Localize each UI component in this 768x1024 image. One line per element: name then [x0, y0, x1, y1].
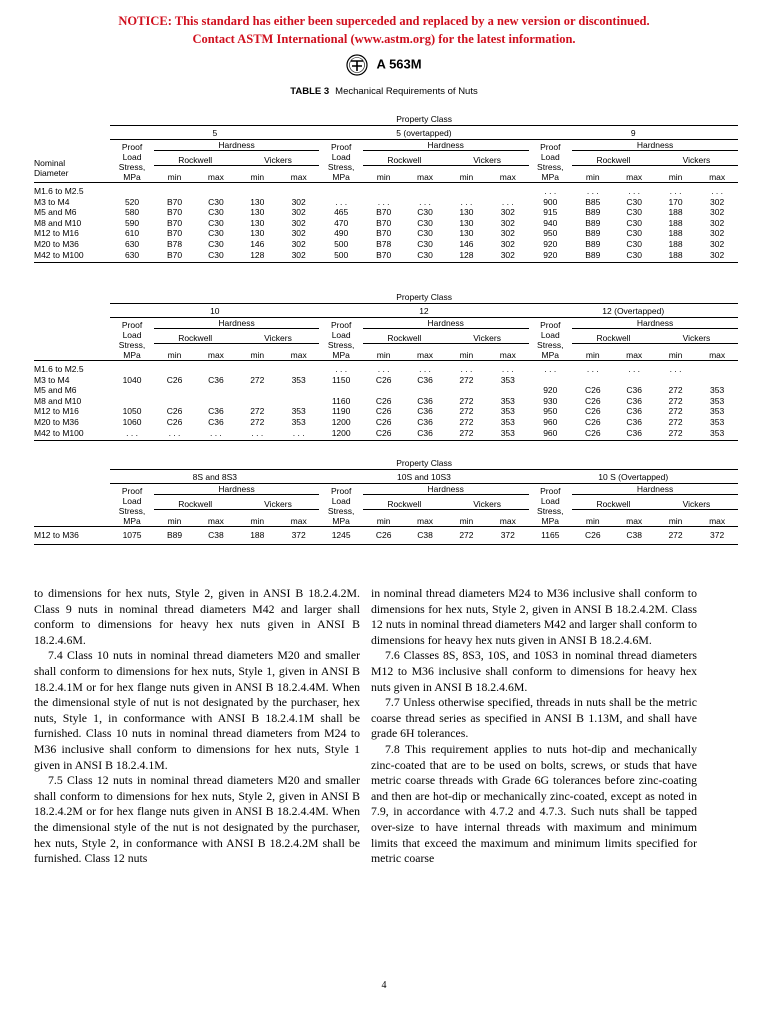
- max-heading: max: [278, 166, 319, 183]
- body-column-right: [371, 586, 697, 867]
- paragraph: to dimensions for hex nuts, Style 2, given in ANSI B 18.2.4.2M. Class 9 nuts in nominal thread diameters M42 and larger shall conform to dimensions for heavy hex nuts given in ANSI B 18.2.4.6M.: [34, 586, 360, 647]
- min-heading: min: [363, 510, 404, 527]
- value-cell: 272: [446, 530, 487, 544]
- body-column-left: [34, 586, 360, 867]
- diameter-cell: M12 to M36: [34, 530, 110, 544]
- paragraph: 7.6 Classes 8S, 8S3, 10S, and 10S3 in nominal thread diameters M12 to M36 inclusive shall conform to dimensions for heavy hex nuts given in ANSI B 18.2.4.6M.: [371, 648, 697, 694]
- max-heading: max: [278, 510, 319, 527]
- hardness-heading: Hardness: [154, 140, 320, 151]
- rockwell-heading: Rockwell: [154, 151, 237, 166]
- min-heading: min: [237, 344, 278, 361]
- min-heading: min: [572, 510, 613, 527]
- vickers-heading: Vickers: [655, 329, 738, 344]
- min-heading: min: [363, 344, 404, 361]
- table-number: TABLE 3: [290, 86, 330, 97]
- proof-load-heading: Proof Load Stress, MPa: [529, 484, 573, 527]
- value-column: C26 C26 C26 . . .: [154, 364, 195, 441]
- min-heading: min: [154, 166, 195, 183]
- proof-load-heading: Proof Load Stress, MPa: [529, 140, 573, 183]
- property-class-heading: Property Class: [110, 290, 738, 304]
- paragraph: 7.5 Class 12 nuts in nominal thread diameters M20 and smaller shall conform to dimensions for hex nuts, Style 2, given in ANSI B 18.2.4.2M or for hex flange nuts given in ANSI B 18.2.4.4M. When the dimensional style of the nut is not designated by the purchaser, hex nuts, Style 2, in conformance with ANSI B 18.2.4.2M shall be furnished. Class 12 nuts: [34, 773, 360, 866]
- table-data-row: [34, 186, 738, 263]
- min-heading: min: [572, 166, 613, 183]
- proof-load-heading: Proof Load Stress, MPa: [110, 484, 154, 527]
- property-class-heading: Property Class: [110, 112, 738, 126]
- table-block-2: [34, 290, 738, 441]
- value-cell: 1245: [319, 530, 363, 544]
- max-heading: max: [195, 344, 236, 361]
- min-heading: min: [237, 166, 278, 183]
- max-heading: max: [696, 344, 738, 361]
- page-number: 4: [381, 980, 387, 991]
- paragraph: 7.4 Class 10 nuts in nominal thread diameters M20 and smaller shall conform to dimensions for hex nuts, Style 1, given in ANSI B 18.2.4.1M or for hex flange nuts given in ANSI B 18.2.4.4M. When the dimensional style of nut is not designated by the purchaser, hex nuts, Style 1, in conformance with ANSI B 18.2.4.1M shall be furnished. Class 10 nuts in nominal thread diameters from M24 to M36 inclusive shall conform to dimensions for hex nuts, Style 1 given in ANSI B 18.2.4.1M.: [34, 648, 360, 772]
- notice-line-1: NOTICE: This standard has either been superceded and replaced by a new version or discontinued.: [118, 14, 650, 28]
- hardness-heading: Hardness: [363, 318, 529, 329]
- max-heading: max: [613, 344, 654, 361]
- min-heading: min: [363, 166, 404, 183]
- value-column: 1040 1050 1060 . . .: [110, 364, 154, 441]
- value-column: 302 302 302 302 302 302: [278, 186, 319, 263]
- diameter-list: M1.6 to M2.5 M3 to M4 M5 and M6 M8 and M10 M12 to M16 M20 to M36 M42 to M100: [34, 364, 110, 441]
- hardness-heading: Hardness: [572, 140, 738, 151]
- class-heading: 10S and 10S3: [319, 470, 528, 484]
- proof-load-heading: Proof Load Stress, MPa: [110, 318, 154, 361]
- hardness-heading: Hardness: [363, 140, 529, 151]
- value-column: . . . 353 353 353 353 353: [487, 364, 528, 441]
- max-heading: max: [278, 344, 319, 361]
- notice-banner: [0, 12, 768, 48]
- proof-load-heading: Proof Load Stress, MPa: [319, 318, 363, 361]
- astm-logo-icon: [346, 54, 368, 76]
- min-heading: min: [572, 344, 613, 361]
- value-column: . . . 900 915 940 950 920 920: [529, 186, 573, 263]
- value-column: . . . C36 C36 C36 C36 C36: [404, 364, 445, 441]
- proof-load-heading: Proof Load Stress, MPa: [319, 140, 363, 183]
- max-heading: max: [696, 166, 738, 183]
- class-heading: 5: [110, 126, 319, 140]
- vickers-heading: Vickers: [446, 495, 529, 510]
- hardness-heading: Hardness: [363, 484, 529, 495]
- vickers-heading: Vickers: [446, 151, 529, 166]
- value-cell: C38: [404, 530, 445, 544]
- value-cell: 188: [237, 530, 278, 544]
- max-heading: max: [404, 166, 445, 183]
- min-heading: min: [154, 510, 195, 527]
- value-column: . . . 465 470 490 500 500: [319, 186, 363, 263]
- hardness-heading: Hardness: [572, 318, 738, 329]
- class-heading: 12 (Overtapped): [529, 304, 739, 318]
- standard-designation: A 563M: [376, 56, 422, 72]
- value-cell: 372: [278, 530, 319, 544]
- value-column: C30 C30 C30 C30 C30 C30: [195, 186, 236, 263]
- value-column: . . . 920 930 950 960 960: [529, 364, 573, 441]
- rockwell-heading: Rockwell: [154, 495, 237, 510]
- rockwell-heading: Rockwell: [572, 329, 655, 344]
- max-heading: max: [487, 510, 528, 527]
- value-cell: 1075: [110, 530, 154, 544]
- value-column: C36 C36 C36 . . .: [195, 364, 236, 441]
- table-block-3: [34, 456, 738, 545]
- value-column: . . . B85 B89 B89 B89 B89 B89: [572, 186, 613, 263]
- value-cell: B89: [154, 530, 195, 544]
- vickers-heading: Vickers: [237, 495, 320, 510]
- class-heading: 10: [110, 304, 319, 318]
- max-heading: max: [195, 166, 236, 183]
- value-column: 353 353 353 . . .: [278, 364, 319, 441]
- value-column: 272 272 272 . . .: [237, 364, 278, 441]
- value-column: . . . C30 C30 C30 C30 C30 C30: [613, 186, 654, 263]
- hardness-heading: Hardness: [154, 318, 320, 329]
- value-column: . . . 272 272 272 272 272: [446, 364, 487, 441]
- rockwell-heading: Rockwell: [363, 495, 446, 510]
- value-column: . . . B70 B70 B70 B78 B70: [363, 186, 404, 263]
- min-heading: min: [154, 344, 195, 361]
- max-heading: max: [195, 510, 236, 527]
- hardness-heading: Hardness: [154, 484, 320, 495]
- table-title: [0, 86, 768, 97]
- paragraph: 7.8 This requirement applies to nuts hot-dip and mechanically zinc-coated that are to be used on bolts, screws, or studs that have metric coarse threads with Grade 6G tolerances before zinc-coating and then are hot-dip or mechanically zinc-coated, except as noted in 7.9, in accordance with 4.7.2 and 4.7.3. Such nuts shall be tapped over-size to have internal threads with maximum and minimum limits that exceed the maximum and minimum limits specified for metric coarse: [371, 741, 697, 866]
- value-column: . . . C36 C36 C36 C36 C36: [613, 364, 654, 441]
- rockwell-heading: Rockwell: [363, 151, 446, 166]
- value-cell: 372: [487, 530, 528, 544]
- max-heading: max: [404, 510, 445, 527]
- value-column: 130 130 130 130 146 128: [237, 186, 278, 263]
- value-column: . . . 302 302 302 302 302 302: [696, 186, 738, 263]
- value-column: . . . C30 C30 C30 C30 C30: [404, 186, 445, 263]
- value-column: . . . 1150 1160 1190 1200 1200: [319, 364, 363, 441]
- value-cell: C38: [613, 530, 654, 544]
- value-cell: 1165: [529, 530, 573, 544]
- vickers-heading: Vickers: [237, 151, 320, 166]
- diameter-list: M1.6 to M2.5 M3 to M4 M5 and M6 M8 and M10 M12 to M16 M20 to M36 M42 to M100: [34, 186, 110, 263]
- value-column: . . . 130 130 130 146 128: [446, 186, 487, 263]
- min-heading: min: [655, 166, 696, 183]
- class-heading: 12: [319, 304, 528, 318]
- value-column: . . . 272 272 272 272 272: [655, 364, 696, 441]
- value-column: . . . 170 188 188 188 188 188: [655, 186, 696, 263]
- vickers-heading: Vickers: [655, 151, 738, 166]
- proof-load-heading: Proof Load Stress, MPa: [110, 140, 154, 183]
- value-cell: 272: [655, 530, 696, 544]
- rockwell-heading: Rockwell: [572, 151, 655, 166]
- table-data-row: [34, 530, 738, 544]
- rockwell-heading: Rockwell: [154, 329, 237, 344]
- standard-header: [0, 54, 768, 76]
- proof-load-heading: Proof Load Stress, MPa: [529, 318, 573, 361]
- min-heading: min: [446, 510, 487, 527]
- min-heading: min: [237, 510, 278, 527]
- max-heading: max: [696, 510, 738, 527]
- min-heading: min: [446, 344, 487, 361]
- class-heading: 9: [529, 126, 739, 140]
- value-column: B70 B70 B70 B70 B78 B70: [154, 186, 195, 263]
- value-column: . . . C26 C26 C26 C26 C26: [572, 364, 613, 441]
- max-heading: max: [613, 166, 654, 183]
- max-heading: max: [613, 510, 654, 527]
- paragraph: 7.7 Unless otherwise specified, threads in nuts shall be the metric coarse thread series as specified in ANSI B 1.13M, and shall have grade 6H tolerances.: [371, 695, 697, 741]
- paragraph: in nominal thread diameters M24 to M36 inclusive shall conform to dimensions for hex nuts, Style 2, given in ANSI B 18.2.4.2M. Class 12 nuts in nominal thread diameters M42 and larger shall conform to dimensions for heavy hex nuts given in ANSI B 18.2.4.6M.: [371, 586, 697, 647]
- class-heading: 8S and 8S3: [110, 470, 319, 484]
- value-cell: 372: [696, 530, 738, 544]
- min-heading: min: [655, 344, 696, 361]
- table-block-1: [34, 112, 738, 263]
- min-heading: min: [446, 166, 487, 183]
- value-cell: C38: [195, 530, 236, 544]
- hardness-heading: Hardness: [572, 484, 738, 495]
- rockwell-heading: Rockwell: [363, 329, 446, 344]
- value-cell: C26: [363, 530, 404, 544]
- max-heading: max: [487, 166, 528, 183]
- vickers-heading: Vickers: [655, 495, 738, 510]
- value-column: 520 580 590 610 630 630: [110, 186, 154, 263]
- value-column: . . . C26 C26 C26 C26 C26: [363, 364, 404, 441]
- value-column: 353 353 353 353 353: [696, 364, 738, 441]
- nominal-diameter-heading: Nominal Diameter: [34, 140, 110, 183]
- proof-load-heading: Proof Load Stress, MPa: [319, 484, 363, 527]
- min-heading: min: [655, 510, 696, 527]
- value-column: . . . 302 302 302 302 302: [487, 186, 528, 263]
- class-heading: 10 S (Overtapped): [529, 470, 739, 484]
- max-heading: max: [487, 344, 528, 361]
- value-cell: C26: [572, 530, 613, 544]
- vickers-heading: Vickers: [237, 329, 320, 344]
- max-heading: max: [404, 344, 445, 361]
- rockwell-heading: Rockwell: [572, 495, 655, 510]
- class-heading: 5 (overtapped): [319, 126, 528, 140]
- table-caption: Mechanical Requirements of Nuts: [335, 86, 478, 97]
- table-data-row: [34, 364, 738, 441]
- property-class-heading: Property Class: [110, 456, 738, 470]
- notice-line-2: Contact ASTM International (www.astm.org) for the latest information.: [192, 32, 576, 46]
- vickers-heading: Vickers: [446, 329, 529, 344]
